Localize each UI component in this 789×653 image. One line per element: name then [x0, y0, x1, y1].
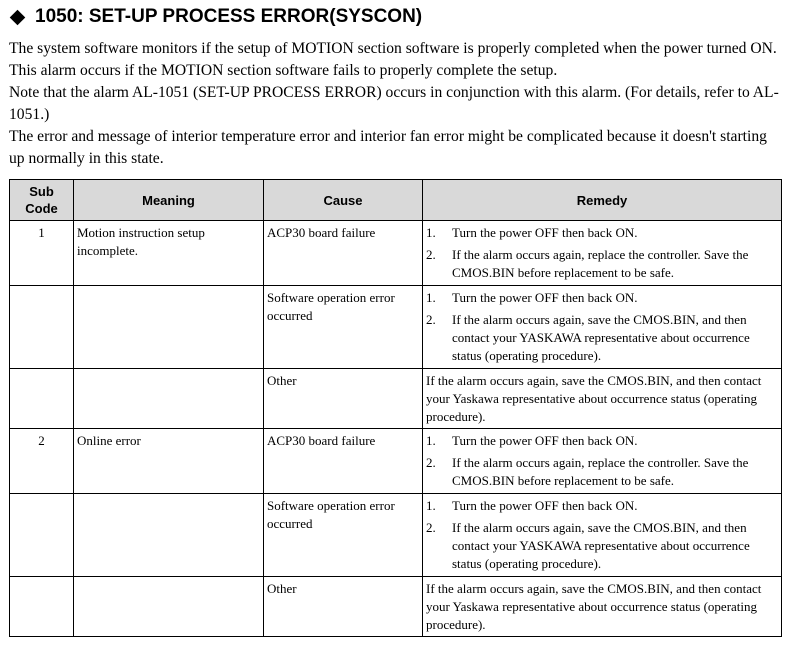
cause-cell: Software operation error occurred: [264, 494, 423, 577]
diamond-bullet-icon: [10, 9, 26, 25]
table-row: [10, 494, 782, 577]
cause-cell: ACP30 board failure: [264, 429, 423, 494]
sub-code-cell: [10, 577, 74, 637]
header-meaning: Meaning: [74, 180, 264, 221]
remedy-cell: [423, 494, 782, 577]
cause-cell: Other: [264, 369, 423, 429]
remedy-step: 1. Turn the power OFF then back ON.: [426, 498, 638, 513]
table-row: [10, 286, 782, 369]
table-row: [10, 577, 782, 637]
table-row: [10, 429, 782, 494]
meaning-cell: [74, 286, 264, 369]
sub-code-cell: [10, 494, 74, 577]
table-header-row: [10, 180, 782, 221]
remedy-step: 1. Turn the power OFF then back ON.: [426, 225, 638, 240]
header-sub-code: Sub Code: [10, 180, 74, 221]
remedy-cell: [423, 429, 782, 494]
intro-paragraph: The error and message of interior temperature error and interior fan error might be complicated because it doesn't starting up normally in this state.: [9, 128, 767, 167]
remedy-list: [426, 497, 778, 573]
remedy-list: [426, 224, 778, 282]
meaning-cell: Online error: [74, 429, 264, 494]
meaning-cell: [74, 494, 264, 577]
remedy-step: 1. Turn the power OFF then back ON.: [426, 433, 638, 448]
remedy-cell: If the alarm occurs again, save the CMOS.BIN, and then contact your Yaskawa representative about occurrence status (operating procedure).: [423, 369, 782, 429]
remedy-cell: If the alarm occurs again, save the CMOS.BIN, and then contact your Yaskawa representative about occurrence status (operating procedure).: [423, 577, 782, 637]
header-remedy: Remedy: [423, 180, 782, 221]
remedy-cell: [423, 286, 782, 369]
sub-code-cell: 2: [10, 429, 74, 494]
remedy-step: 1. Turn the power OFF then back ON.: [426, 290, 638, 305]
remedy-cell: [423, 221, 782, 286]
cause-cell: ACP30 board failure: [264, 221, 423, 286]
intro-paragraph: Note that the alarm AL-1051 (SET-UP PROCESS ERROR) occurs in conjunction with this alarm. (For details, refer to AL-1051.): [9, 84, 779, 123]
remedy-step: 2. If the alarm occurs again, save the CMOS.BIN, and then contact your YASKAWA representative about occurrence status (operating procedure).: [426, 520, 750, 571]
remedy-step: 2. If the alarm occurs again, replace the controller. Save the CMOS.BIN before replacement to be safe.: [426, 247, 749, 280]
table-row: [10, 369, 782, 429]
meaning-cell: Motion instruction setup incomplete.: [74, 221, 264, 286]
remedy-list: [426, 289, 778, 365]
remedy-list: [426, 432, 778, 490]
sub-code-cell: 1: [10, 221, 74, 286]
meaning-cell: [74, 577, 264, 637]
heading-title: 1050: SET-UP PROCESS ERROR(SYSCON): [35, 6, 423, 27]
sub-code-cell: [10, 369, 74, 429]
header-cause: Cause: [264, 180, 423, 221]
cause-cell: Software operation error occurred: [264, 286, 423, 369]
cause-cell: Other: [264, 577, 423, 637]
intro-text: [9, 38, 784, 170]
sub-code-cell: [10, 286, 74, 369]
remedy-step: 2. If the alarm occurs again, save the CMOS.BIN, and then contact your YASKAWA representative about occurrence status (operating procedure).: [426, 312, 750, 363]
meaning-cell: [74, 369, 264, 429]
remedy-step: 2. If the alarm occurs again, replace the controller. Save the CMOS.BIN before replacement to be safe.: [426, 455, 749, 488]
section-heading: [8, 4, 422, 30]
table-row: [10, 221, 782, 286]
intro-paragraph: The system software monitors if the setup of MOTION section software is properly completed when the power turned ON. This alarm occurs if the MOTION section software fails to properly complete the setup.: [9, 40, 777, 79]
error-table: [9, 179, 782, 637]
